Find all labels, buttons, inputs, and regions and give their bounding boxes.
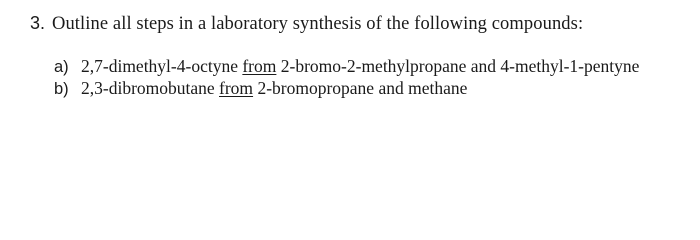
- starting-materials: 2-bromo-2-methylpropane and 4-methyl-1-pentyne: [280, 56, 640, 76]
- question-number: 3.: [30, 13, 46, 33]
- sub-question-a: [54, 56, 639, 77]
- sub-question-letter: a): [54, 58, 69, 76]
- question-text: Outline all steps in a laboratory synthesis of the following compounds:: [52, 14, 584, 34]
- target-compound: 2,7-dimethyl-4-octyne: [81, 56, 238, 76]
- question-heading: [30, 13, 690, 35]
- sub-question-b: [54, 78, 467, 99]
- sub-question-letter: b): [54, 80, 69, 98]
- target-compound: 2,3-dibromobutane: [81, 78, 215, 98]
- starting-materials: 2-bromopropane and methane: [257, 78, 468, 98]
- from-connector: from: [242, 56, 277, 76]
- from-connector: from: [219, 78, 254, 98]
